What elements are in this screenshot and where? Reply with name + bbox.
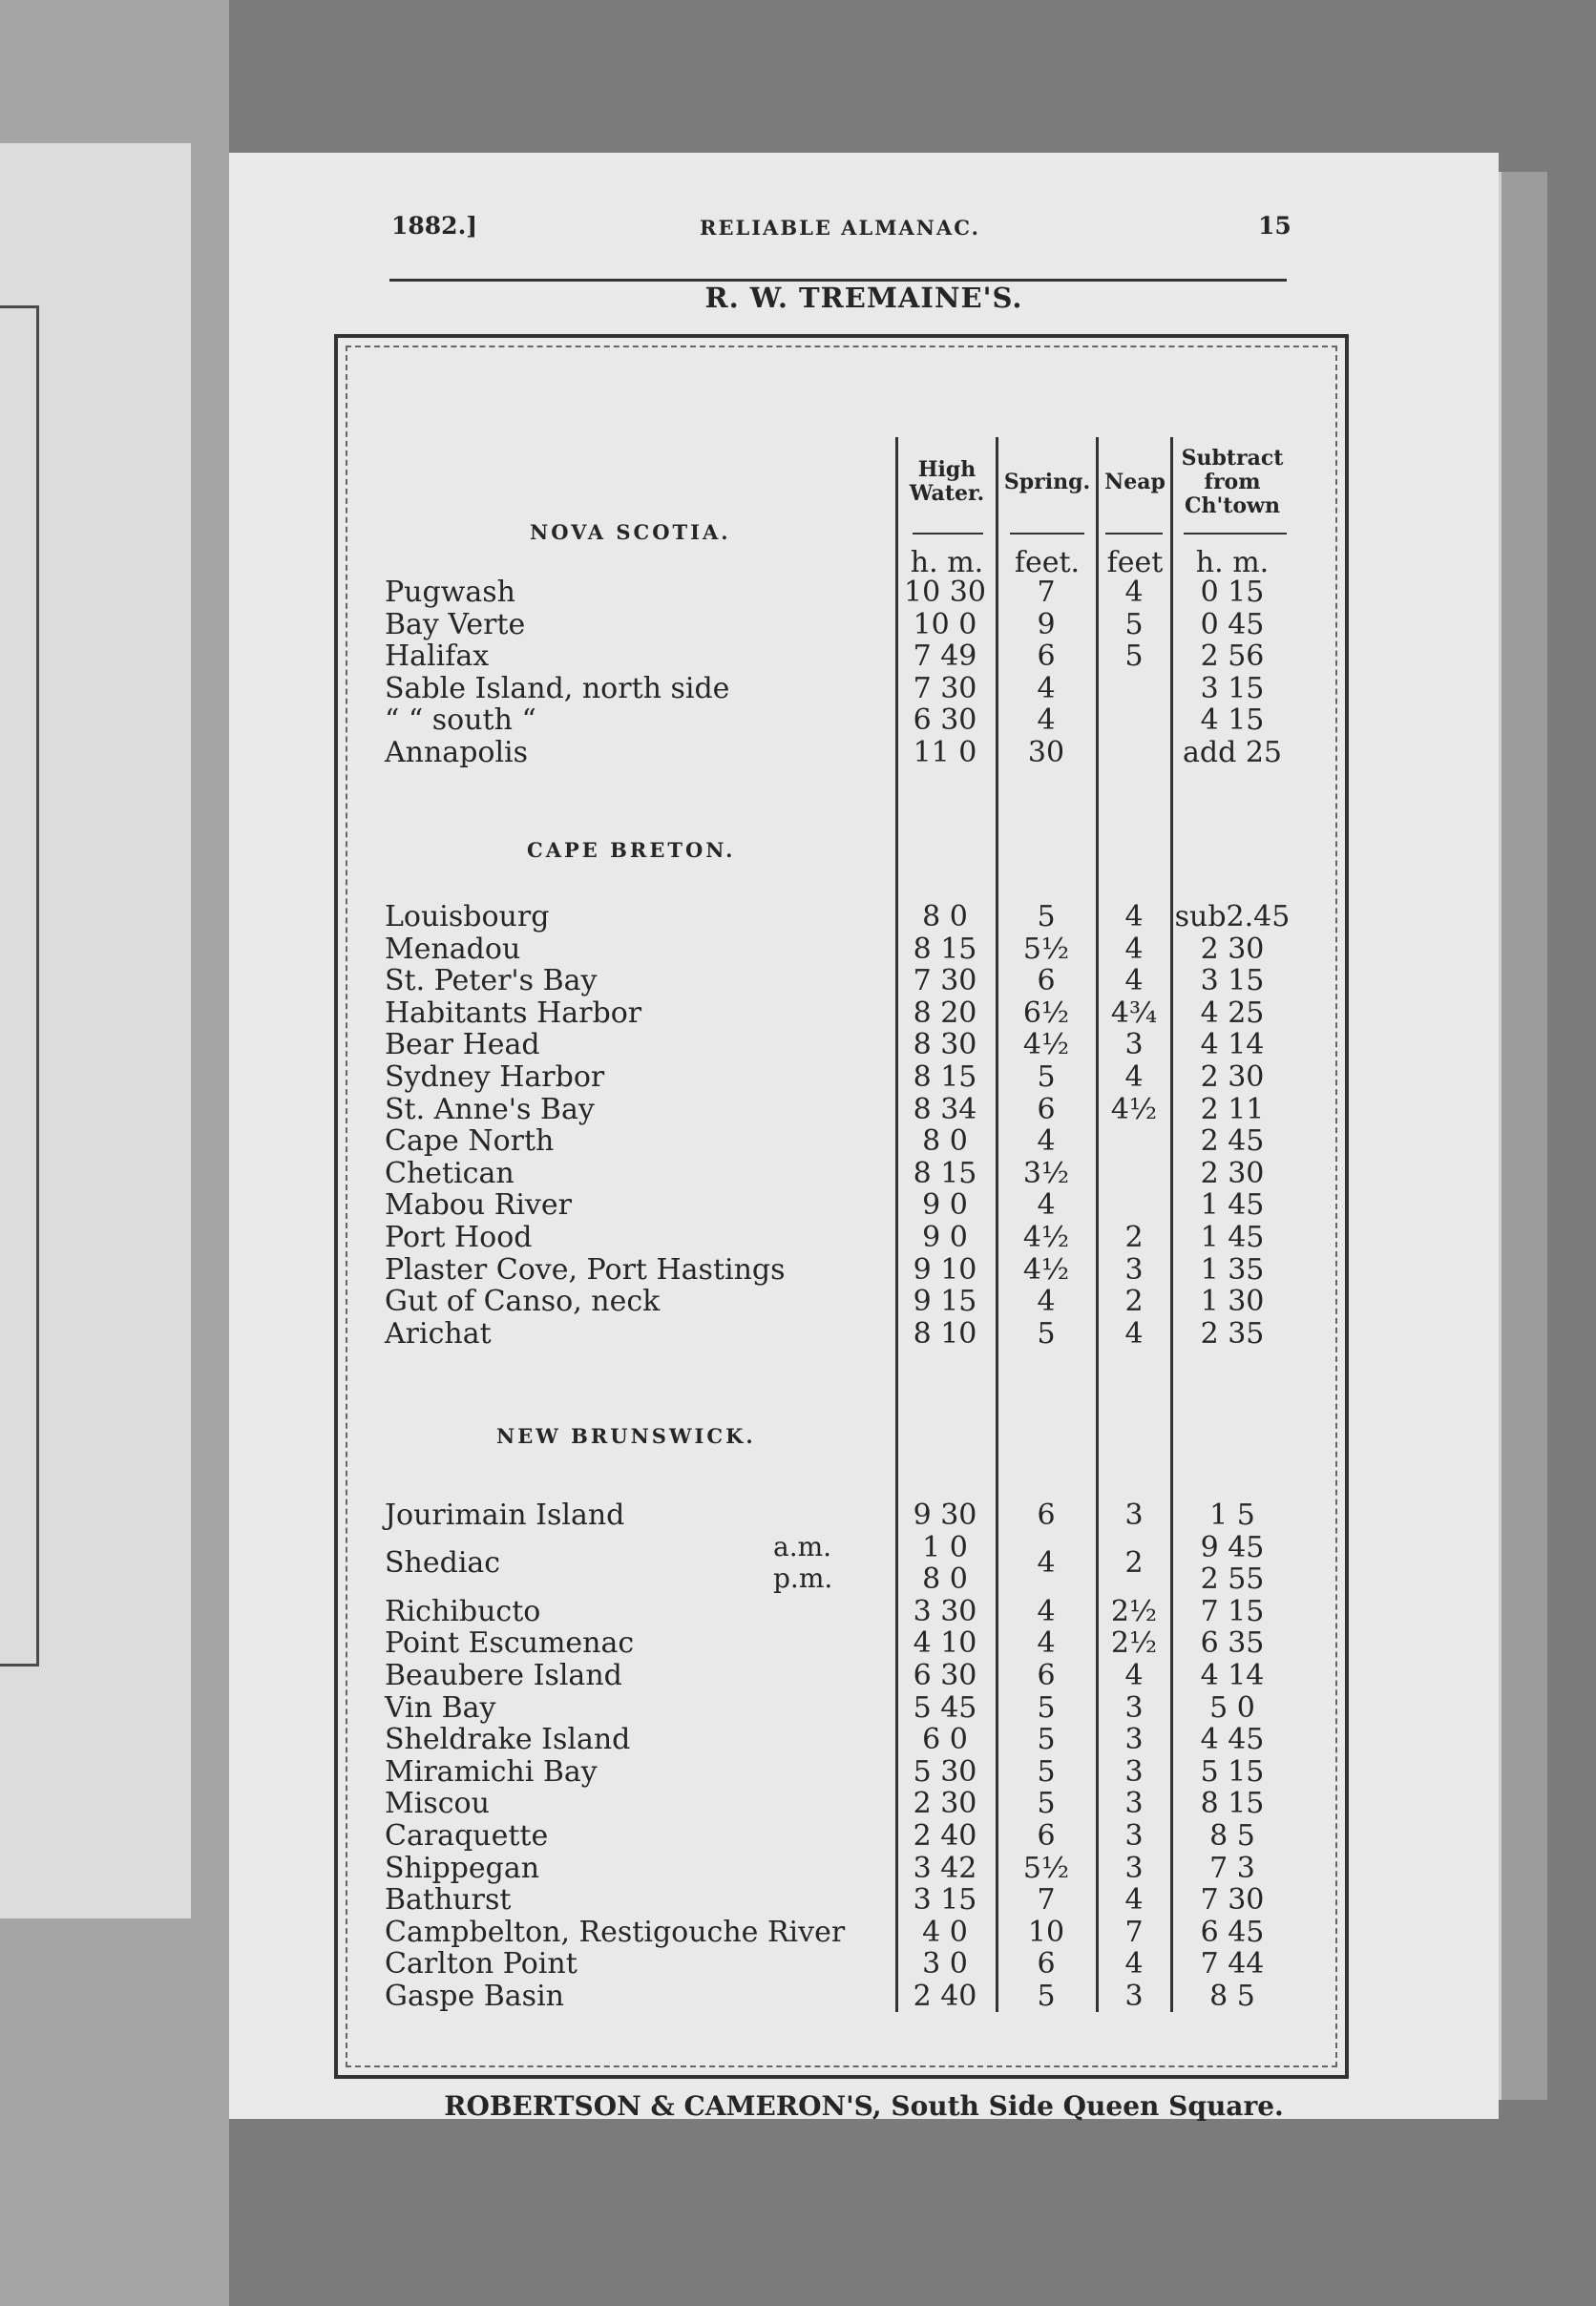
hw-cell: 9 15 <box>913 1285 977 1319</box>
hw-cell: 8 30 <box>913 1028 977 1062</box>
sub-cell: 0 45 <box>1200 607 1265 641</box>
sub-cell: 4 45 <box>1200 1723 1265 1757</box>
place-name: Chetican <box>385 1156 514 1190</box>
spring-cell: 5 <box>1037 1690 1056 1725</box>
place-name: Habitants Harbor <box>385 996 642 1030</box>
sub-cell: 5 0 <box>1209 1690 1255 1725</box>
hw-cell: 3 15 <box>913 1883 977 1918</box>
place-name: St. Peter's Bay <box>385 964 598 998</box>
col-underline-4 <box>1184 533 1287 535</box>
neap-cell: 4 <box>1124 576 1144 609</box>
sub-cell: 2 30 <box>1200 1156 1265 1190</box>
neap-cell: 4½ <box>1110 1092 1158 1126</box>
neap-cell: 3 <box>1124 1980 1144 2013</box>
place-name: Plaster Cove, Port Hastings <box>385 1252 786 1287</box>
hw-cell: 10 0 <box>913 607 977 641</box>
place-name: Halifax <box>385 639 490 674</box>
neap-cell: 3 <box>1124 1754 1144 1789</box>
spring-cell: 9 <box>1037 607 1056 641</box>
place-name: Carlton Point <box>385 1947 578 1981</box>
col-spring: Spring. <box>1003 470 1091 494</box>
hw-cell: 8 15 <box>913 1156 977 1190</box>
spring-cell: 6 <box>1037 1659 1056 1692</box>
spring-cell: 3½ <box>1022 1156 1070 1190</box>
neap-cell: 3 <box>1124 1499 1144 1532</box>
spring-cell: 30 <box>1027 736 1065 769</box>
place-name: Miramichi Bay <box>385 1754 598 1789</box>
neap-cell: 2 <box>1124 1221 1144 1254</box>
neap-cell: 4 <box>1124 1947 1144 1981</box>
neap-cell: 5 <box>1124 607 1144 641</box>
pm-label: p.m. <box>773 1562 833 1595</box>
unit-neap: feet <box>1106 546 1164 579</box>
hw-cell: 3 30 <box>913 1594 977 1628</box>
neap-cell: 3 <box>1124 1787 1144 1821</box>
place-name: Bay Verte <box>385 607 526 641</box>
place-name: Gut of Canso, neck <box>385 1285 661 1319</box>
sub-cell: 8 5 <box>1209 1819 1255 1853</box>
sub-cell: 2 56 <box>1200 639 1265 674</box>
place-name: Mabou River <box>385 1188 572 1223</box>
place-name: Gaspe Basin <box>385 1980 564 2013</box>
hw-cell: 9 30 <box>913 1499 977 1532</box>
sub-cell: 6 45 <box>1200 1915 1265 1949</box>
spring-cell: 6 <box>1037 1499 1056 1532</box>
unit-spring: feet. <box>1014 546 1081 579</box>
neap-cell: 3 <box>1124 1723 1144 1757</box>
neap-cell: 2½ <box>1110 1594 1158 1628</box>
sub-cell: 7 44 <box>1200 1947 1265 1981</box>
hw-cell: 9 0 <box>922 1188 968 1223</box>
section-heading: NEW BRUNSWICK. <box>496 1424 756 1448</box>
sub-cell: 7 3 <box>1209 1851 1255 1885</box>
col-high-water: High Water. <box>909 457 985 506</box>
spring-cell: 6½ <box>1022 996 1070 1030</box>
spring-cell: 5 <box>1037 1980 1056 2013</box>
spring-cell: 5 <box>1037 900 1056 933</box>
neap-cell: 3 <box>1124 1252 1144 1287</box>
hw-cell: 6 30 <box>913 703 977 738</box>
place-name: “ “ south “ <box>385 703 536 738</box>
sub-cell: 1 30 <box>1200 1285 1265 1319</box>
col-subtract: Subtract from Ch'town <box>1181 446 1284 518</box>
place-name: Miscou <box>385 1787 490 1821</box>
hw-cell: 8 20 <box>913 996 977 1030</box>
spring-cell: 4 <box>1037 1626 1056 1661</box>
neap-cell: 4 <box>1124 1060 1144 1094</box>
hw-cell: 8 15 <box>913 932 977 966</box>
sub-cell: 8 15 <box>1200 1787 1265 1821</box>
hw-cell: 3 42 <box>913 1851 977 1885</box>
sub-cell: 2 30 <box>1200 1060 1265 1094</box>
place-name: Sydney Harbor <box>385 1060 605 1094</box>
place-name: Port Hood <box>385 1221 533 1254</box>
page-edge <box>1499 172 1547 2100</box>
place-name: Sheldrake Island <box>385 1723 631 1757</box>
neap-cell: 4 <box>1124 1883 1144 1918</box>
hw-cell: 9 10 <box>913 1252 977 1287</box>
spring-cell: 4½ <box>1022 1252 1070 1287</box>
spring-cell: 7 <box>1037 576 1056 609</box>
spring-cell: 6 <box>1037 1947 1056 1981</box>
neap-cell: 2 <box>1124 1546 1144 1581</box>
unit-subtract: h. m. <box>1195 546 1270 579</box>
hw-cell: 8 10 <box>913 1316 977 1351</box>
am-label: a.m. <box>773 1530 832 1562</box>
spring-cell: 4 <box>1037 1124 1056 1159</box>
sub-pm-cell: 2 55 <box>1200 1562 1265 1597</box>
neap-cell: 4¾ <box>1110 996 1158 1030</box>
hw-cell: 8 34 <box>913 1092 977 1126</box>
hw-cell: 8 0 <box>922 900 968 933</box>
sub-cell: 7 30 <box>1200 1883 1265 1918</box>
sub-am-cell: 9 45 <box>1200 1530 1265 1564</box>
neap-cell: 4 <box>1124 964 1144 998</box>
place-name: Arichat <box>385 1316 492 1351</box>
footer-advert: ROBERTSON & CAMERON'S, South Side Queen Square. <box>444 2090 1284 2122</box>
spring-cell: 5½ <box>1022 932 1070 966</box>
hw-cell: 3 0 <box>922 1947 968 1981</box>
neap-cell: 5 <box>1124 639 1144 674</box>
hw-cell: 8 15 <box>913 1060 977 1094</box>
sub-cell: 0 15 <box>1200 576 1265 609</box>
unit-high-water: h. m. <box>910 546 984 579</box>
spring-cell: 6 <box>1037 1092 1056 1126</box>
place-name: Annapolis <box>385 736 529 769</box>
spring-cell: 6 <box>1037 639 1056 674</box>
spring-cell: 4 <box>1037 1594 1056 1628</box>
almanac-title: RELIABLE ALMANAC. <box>700 216 980 240</box>
neap-cell: 4 <box>1124 1316 1144 1351</box>
year-label: 1882.] <box>391 212 478 240</box>
spring-cell: 5½ <box>1022 1851 1070 1885</box>
spring-cell: 5 <box>1037 1316 1056 1351</box>
sub-cell: add 25 <box>1182 736 1282 769</box>
neap-cell: 4 <box>1124 900 1144 933</box>
hw-cell: 2 40 <box>913 1819 977 1853</box>
neap-cell: 4 <box>1124 932 1144 966</box>
neap-cell: 3 <box>1124 1851 1144 1885</box>
section-heading: NOVA SCOTIA. <box>530 520 731 544</box>
page-header <box>143 212 1292 250</box>
sub-cell: 1 35 <box>1200 1252 1265 1287</box>
neap-cell: 2½ <box>1110 1626 1158 1661</box>
hw-cell: 8 0 <box>922 1124 968 1159</box>
hw-cell: 7 30 <box>913 671 977 705</box>
hw-cell: 10 30 <box>904 576 986 609</box>
place-name: Vin Bay <box>385 1690 496 1725</box>
hw-cell: 7 49 <box>913 639 977 674</box>
spring-cell: 10 <box>1027 1915 1065 1949</box>
sub-cell: 1 45 <box>1200 1221 1265 1254</box>
spring-cell: 5 <box>1037 1754 1056 1789</box>
spring-cell: 5 <box>1037 1787 1056 1821</box>
spring-cell: 5 <box>1037 1060 1056 1094</box>
sub-cell: 6 35 <box>1200 1626 1265 1661</box>
place-name: Sable Island, north side <box>385 671 730 705</box>
spring-cell: 7 <box>1037 1883 1056 1918</box>
hw-am-cell: 1 0 <box>922 1530 968 1564</box>
place-name: Bathurst <box>385 1883 512 1918</box>
hw-cell: 5 45 <box>913 1690 977 1725</box>
sub-cell: 4 14 <box>1200 1028 1265 1062</box>
hw-cell: 2 40 <box>913 1980 977 2013</box>
hw-pm-cell: 8 0 <box>922 1562 968 1597</box>
sub-cell: 4 25 <box>1200 996 1265 1030</box>
sub-cell: sub2.45 <box>1174 900 1291 933</box>
col-underline-3 <box>1105 533 1163 535</box>
section-heading: CAPE BRETON. <box>527 838 736 862</box>
place-name: Louisbourg <box>385 900 550 933</box>
hw-cell: 11 0 <box>913 736 977 769</box>
sub-cell: 3 15 <box>1200 964 1265 998</box>
neap-cell: 3 <box>1124 1690 1144 1725</box>
sub-cell: 2 45 <box>1200 1124 1265 1159</box>
sub-cell: 5 15 <box>1200 1754 1265 1789</box>
spring-cell: 6 <box>1037 964 1056 998</box>
place-name: Shippegan <box>385 1851 540 1885</box>
spring-cell: 4 <box>1037 671 1056 705</box>
neap-cell: 3 <box>1124 1028 1144 1062</box>
spring-cell: 4½ <box>1022 1221 1070 1254</box>
place-name: Bear Head <box>385 1028 540 1062</box>
sub-cell: 3 15 <box>1200 671 1265 705</box>
neap-cell: 4 <box>1124 1659 1144 1692</box>
neap-cell: 3 <box>1124 1819 1144 1853</box>
hw-cell: 4 0 <box>922 1915 968 1949</box>
place-name: Richibucto <box>385 1594 541 1628</box>
adjacent-page-frame <box>0 305 39 1667</box>
hw-cell: 7 30 <box>913 964 977 998</box>
hw-cell: 9 0 <box>922 1221 968 1254</box>
spring-cell: 4 <box>1037 703 1056 738</box>
sub-cell: 2 30 <box>1200 932 1265 966</box>
spring-cell: 4½ <box>1022 1028 1070 1062</box>
sub-cell: 2 35 <box>1200 1316 1265 1351</box>
place-name: Cape North <box>385 1124 555 1159</box>
col-underline-2 <box>1010 533 1084 535</box>
spring-cell: 6 <box>1037 1819 1056 1853</box>
place-name: St. Anne's Bay <box>385 1092 595 1126</box>
spring-cell: 5 <box>1037 1723 1056 1757</box>
place-name: Menadou <box>385 932 521 966</box>
place-name: Caraquette <box>385 1819 549 1853</box>
place-name: Point Escumenac <box>385 1626 635 1661</box>
hw-cell: 4 10 <box>913 1626 977 1661</box>
spring-cell: 4 <box>1037 1188 1056 1223</box>
header-rule <box>389 279 1287 282</box>
place-name: Campbelton, Restigouche River <box>385 1915 846 1949</box>
running-head: R. W. TREMAINE'S. <box>704 282 1023 314</box>
col-neap: Neap <box>1104 470 1166 494</box>
sub-cell: 7 15 <box>1200 1594 1265 1628</box>
spring-cell: 4 <box>1037 1546 1056 1581</box>
sub-cell: 1 5 <box>1209 1499 1255 1532</box>
spring-cell: 4 <box>1037 1285 1056 1319</box>
sub-cell: 4 14 <box>1200 1659 1265 1692</box>
place-name: Pugwash <box>385 576 515 609</box>
place-name: Shediac <box>385 1546 501 1581</box>
sub-cell: 2 11 <box>1200 1092 1265 1126</box>
sub-cell: 8 5 <box>1209 1980 1255 2013</box>
hw-cell: 6 30 <box>913 1659 977 1692</box>
hw-cell: 2 30 <box>913 1787 977 1821</box>
sub-cell: 1 45 <box>1200 1188 1265 1223</box>
place-name: Beaubere Island <box>385 1659 622 1692</box>
col-underline-1 <box>913 533 983 535</box>
sub-cell: 4 15 <box>1200 703 1265 738</box>
hw-cell: 6 0 <box>922 1723 968 1757</box>
neap-cell: 7 <box>1124 1915 1144 1949</box>
place-name: Jourimain Island <box>385 1499 625 1532</box>
page-number: 15 <box>1258 212 1292 240</box>
hw-cell: 5 30 <box>913 1754 977 1789</box>
neap-cell: 2 <box>1124 1285 1144 1319</box>
